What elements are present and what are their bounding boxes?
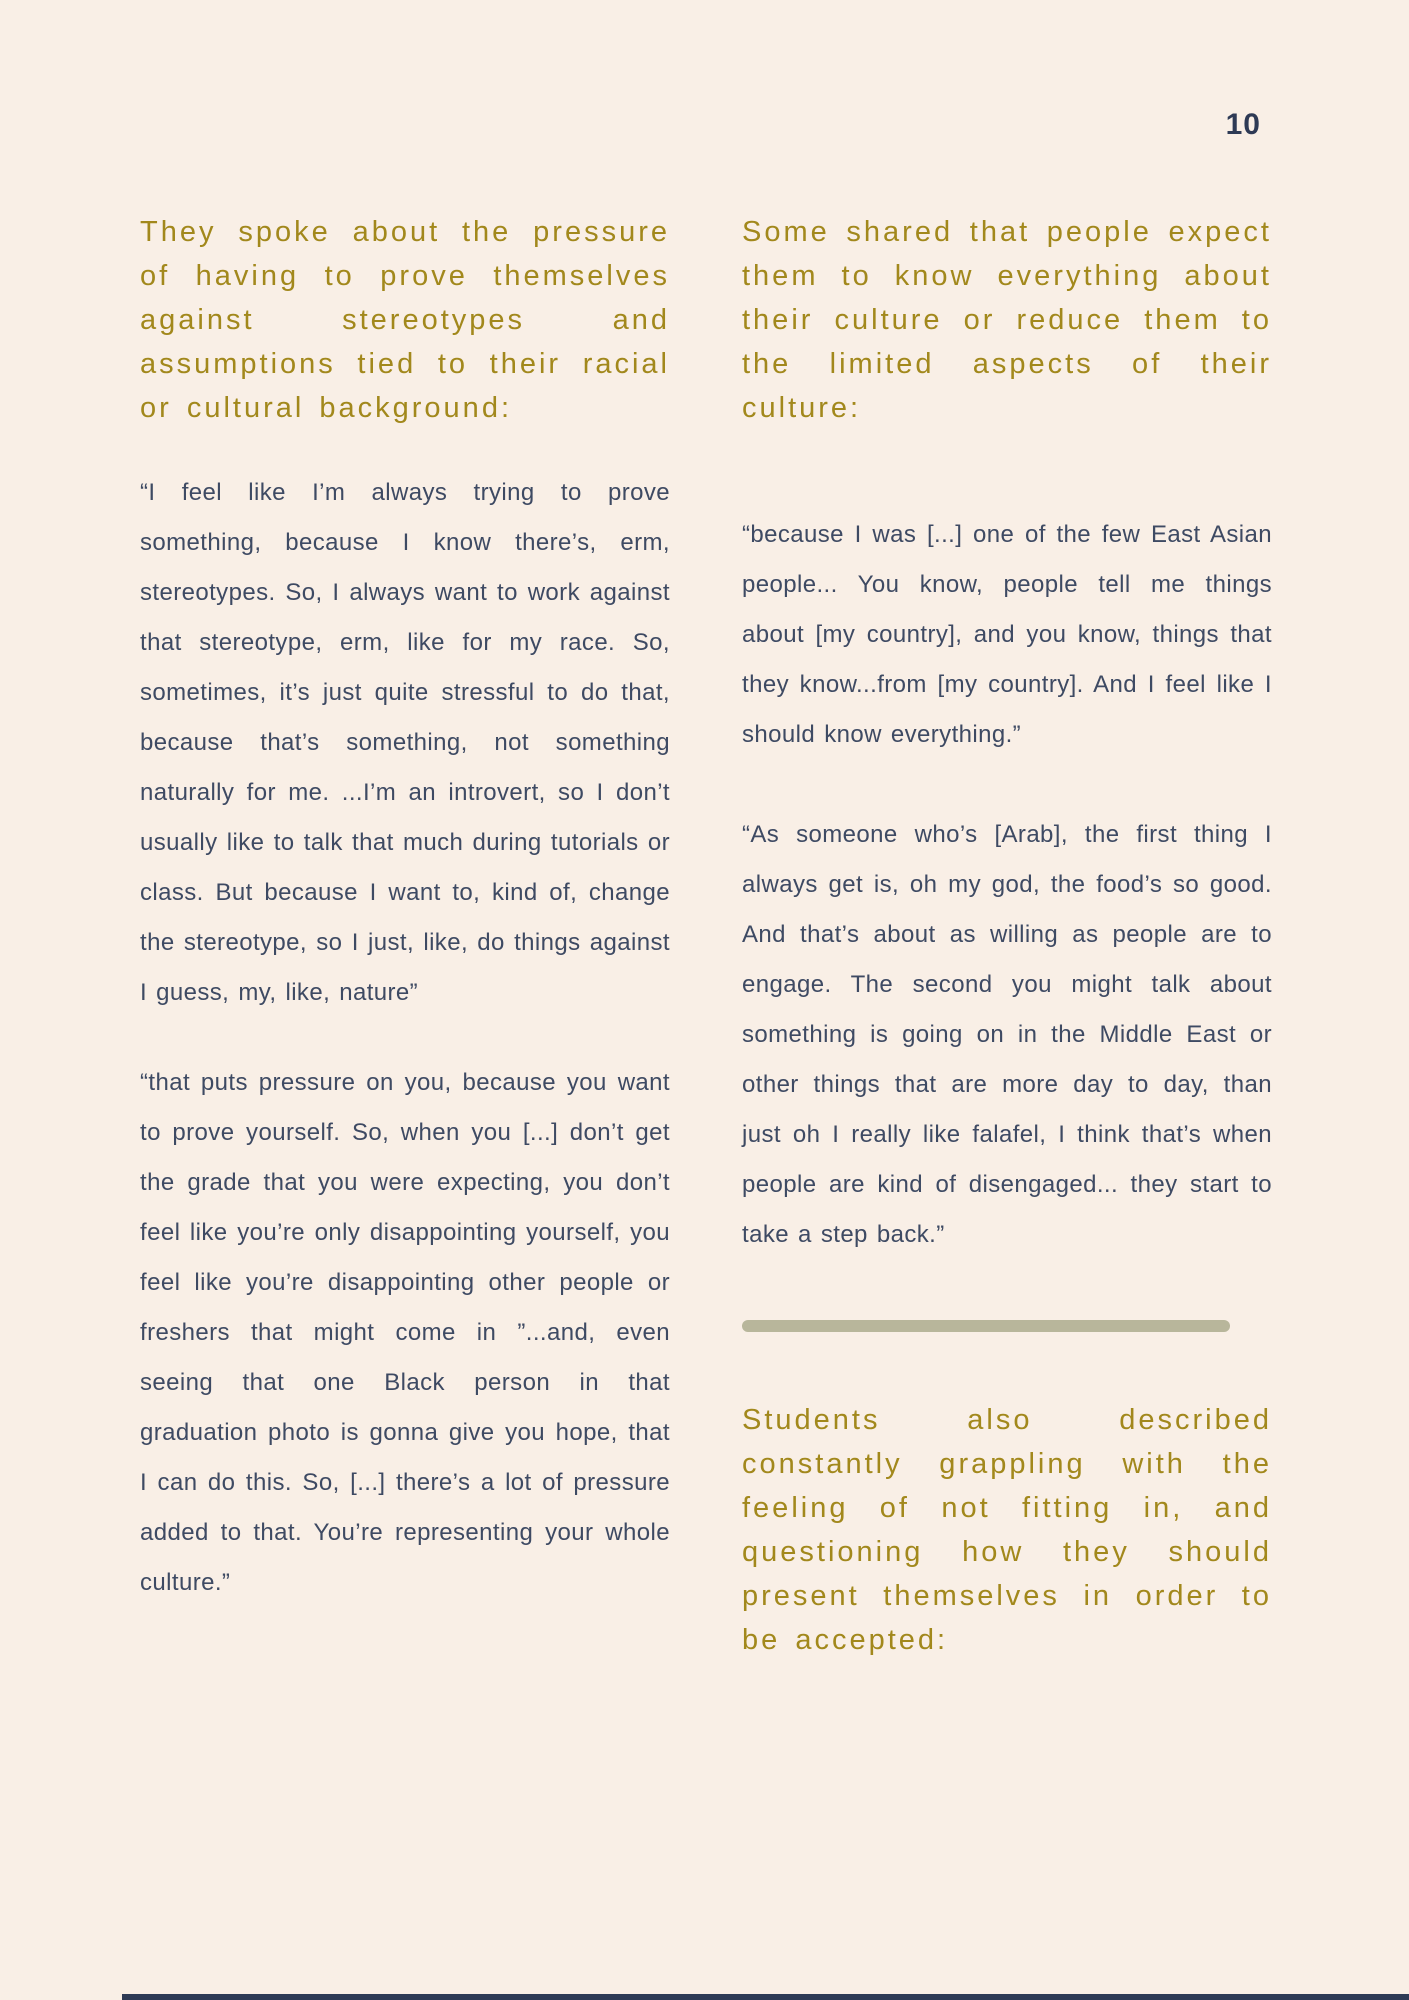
right-quote-2: “As someone who’s [Arab], the first thing I always get is, oh my god, the food’s so good. And that’s about as willing as people are to engage. The second you might talk about something is going on in the Middle East or other things that are more day to day, than just oh I really like falafel, I think that’s when people are kind of disengaged... they start to take a step back.” bbox=[742, 821, 1272, 1248]
left-column-heading: They spoke about the pressure of having to prove themselves against stereotypes and assumptions tied to their racial or cultural background: bbox=[140, 216, 670, 424]
left-column bbox=[140, 210, 670, 1742]
bottom-accent-bar bbox=[122, 1994, 1409, 2000]
right-column-second-heading: Students also described constantly grappling with the feeling of not fitting in, and questioning how they should present themselves in order to be accepted: bbox=[742, 1404, 1272, 1656]
right-column-heading: Some shared that people expect them to know everything about their culture or reduce them to the limited aspects of their culture: bbox=[742, 216, 1272, 424]
two-column-layout bbox=[140, 210, 1272, 1742]
left-quote-1: “I feel like I’m always trying to prove something, because I know there’s, erm, stereotypes. So, I always want to work against that stereotype, erm, like for my race. So, sometimes, it’s just quite stressful to do that, because that’s something, not something naturally for me. ...I’m an introvert, so I don’t usually like to talk that much during tutorials or class. But because I want to, kind of, change the stereotype, so I just, like, do things against I guess, my, like, nature” bbox=[140, 479, 670, 1006]
page-number: 10 bbox=[1225, 108, 1261, 141]
section-divider-bar bbox=[742, 1320, 1230, 1332]
right-quote-1: “because I was [...] one of the few East Asian people... You know, people tell me things about [my country], and you know, things that they know...from [my country]. And I feel like I should know everything.” bbox=[742, 521, 1272, 748]
left-quote-2: “that puts pressure on you, because you want to prove yourself. So, when you [...] don’t get the grade that you were expecting, you don’t feel like you’re only disappointing yourself, you feel like you’re disappointing other people or freshers that might come in ”...and, even seeing that one Black person in that graduation photo is gonna give you hope, that I can do this. So, [...] there’s a lot of pressure added to that. You’re representing your whole culture.” bbox=[140, 1069, 670, 1596]
right-column bbox=[742, 210, 1272, 1742]
